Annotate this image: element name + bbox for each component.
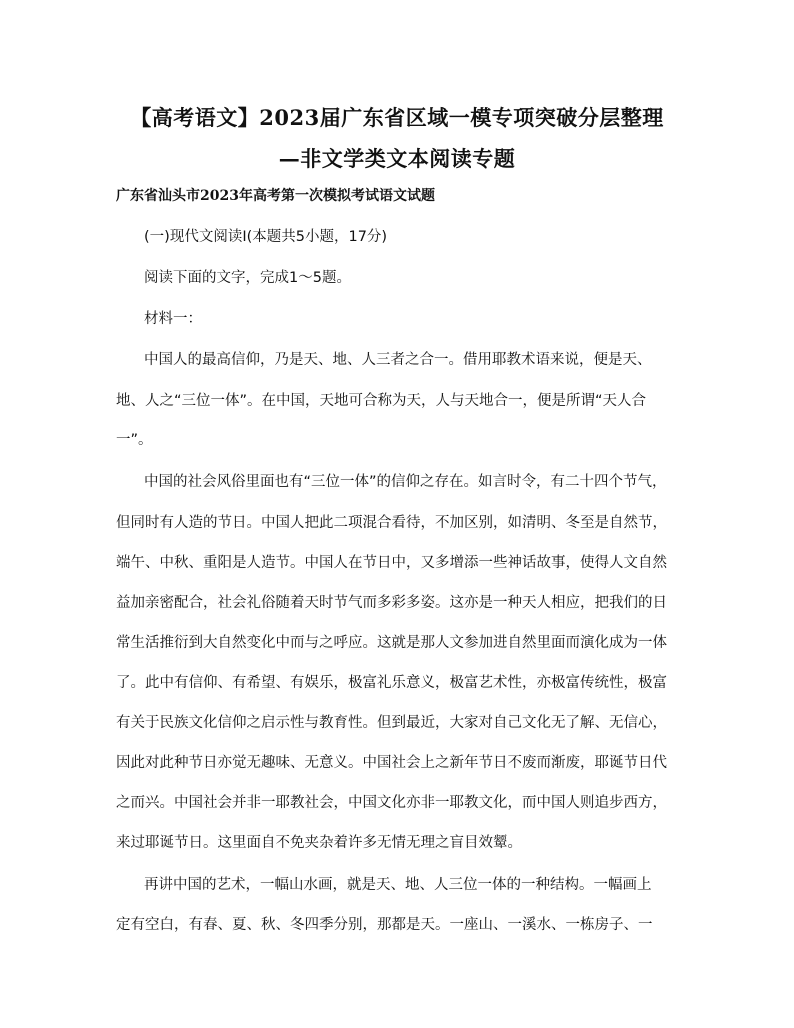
paragraph-2-line-9: 之而兴。中国社会并非一耶教社会，中国文化亦非一耶教文化，而中国人则追步西方， bbox=[116, 795, 667, 811]
paragraph-3-line-2: 定有空白，有春、夏、秋、冬四季分别，那都是天。一座山、一溪水、一栋房子、一 bbox=[116, 917, 653, 933]
paragraph-2-line-6: 了。此中有信仰、有希望、有娱乐，极富礼乐意义，极富艺术性，亦极富传统性，极富 bbox=[116, 675, 667, 691]
document-title-line-1: 【高考语文】2023届广东省区域一模专项突破分层整理 bbox=[130, 105, 664, 130]
paragraph-2-line-8: 因此对此种节日亦觉无趣味、无意义。中国社会上之新年节日不废而渐废，耶诞节日代 bbox=[116, 755, 667, 771]
section-heading: (一)现代文阅读I(本题共5小题，17分) bbox=[144, 229, 388, 245]
paragraph-2-line-7: 有关于民族文化信仰之启示性与教育性。但到最近，大家对自己文化无了解、无信心， bbox=[116, 715, 667, 731]
paragraph-1-line-2: 地、人之“三位一体”。在中国，天地可合称为天，人与天地合一，便是所谓“天人合 bbox=[116, 393, 647, 409]
paragraph-1-line-3: 一”。 bbox=[116, 432, 153, 448]
paragraph-2-line-1: 中国的社会风俗里面也有“三位一体”的信仰之存在。如言时令，有二十四个节气， bbox=[144, 474, 667, 490]
paragraph-2-line-10: 来过耶诞节日。这里面自不免夹杂着许多无情无理之盲目效颦。 bbox=[116, 835, 522, 851]
document-title-line-2: —非文学类文本阅读专题 bbox=[278, 146, 516, 171]
exam-source: 广东省汕头市2023年高考第一次模拟考试语文试题 bbox=[116, 188, 435, 204]
paragraph-1-line-1: 中国人的最高信仰，乃是天、地、人三者之合一。借用耶教术语来说，便是天、 bbox=[144, 352, 652, 368]
paragraph-2-line-3: 端午、中秋、重阳是人造节。中国人在节日中，又多增添一些神话故事，使得人文自然 bbox=[116, 555, 667, 571]
material-label: 材料一： bbox=[144, 311, 202, 327]
reading-instruction: 阅读下面的文字，完成1～5题。 bbox=[144, 270, 351, 286]
paragraph-2-line-4: 益加亲密配合，社会礼俗随着天时节气而多彩多姿。这亦是一种天人相应，把我们的日 bbox=[116, 595, 667, 611]
paragraph-2-line-5: 常生活推衍到大自然变化中而与之呼应。这就是那人文参加进自然里面而演化成为一体 bbox=[116, 635, 667, 651]
paragraph-3-line-1: 再讲中国的艺术，一幅山水画，就是天、地、人三位一体的一种结构。一幅画上 bbox=[144, 877, 652, 893]
paragraph-2-line-2: 但同时有人造的节日。中国人把此二项混合看待，不加区别，如清明、冬至是自然节， bbox=[116, 515, 667, 531]
